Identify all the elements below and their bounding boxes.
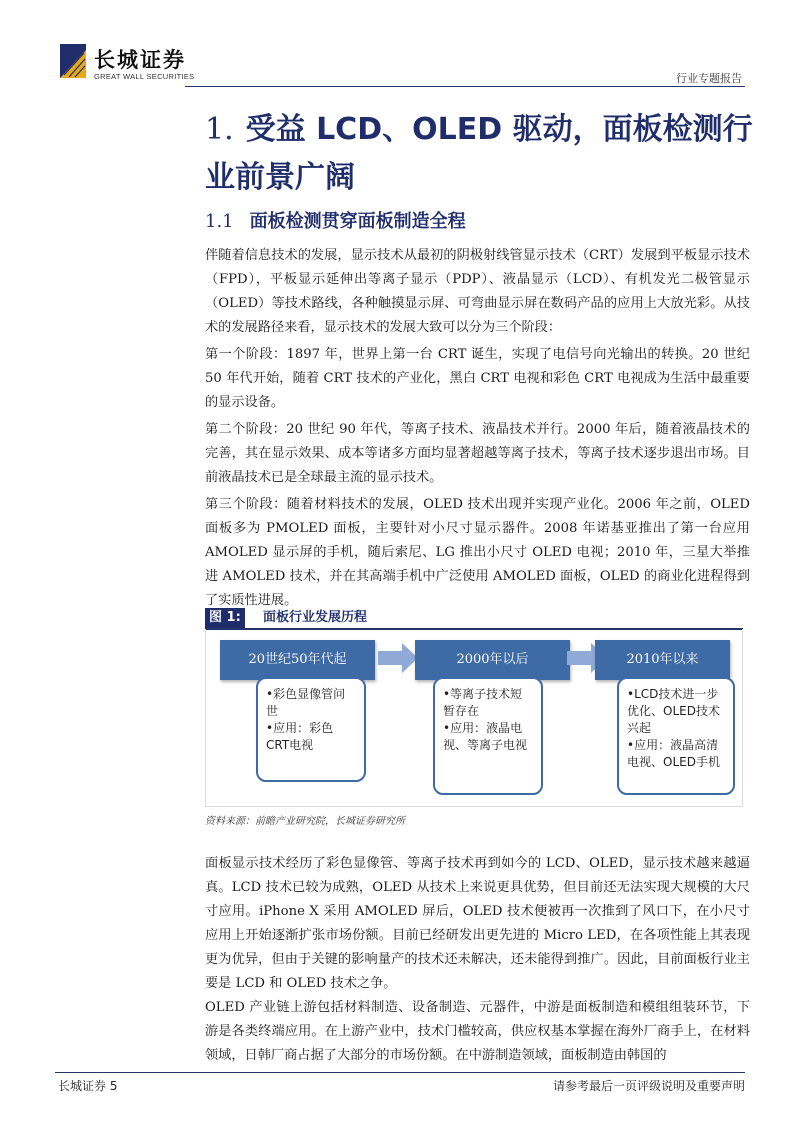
footer-divider (55, 1072, 745, 1073)
stage-1-item-2: •应用：彩色CRT电视 (266, 721, 334, 752)
paragraph-stage-three: 第三个阶段：随着材料技术的发展，OLED 技术出现并实现产业化。2006 年之前，OLED 面板多为 PMOLED 面板，主要针对小尺寸显示器件。2008 年诺基亚推出了第一台应用 AMOLED 显示屏的手机，随后索尼、LG 推出小尺寸 OLED 电视；2010 年，三星大举推进 AMOLED 技术，并在其高端手机中广泛使用 AMOLED 面板，OLED 的商业化进程得到了实质性进展。 (205, 497, 750, 608)
great-wall-logo-icon (58, 42, 88, 80)
section-title: 受益 LCD、OLED 驱动，面板检测行业前景广阔 (205, 112, 753, 195)
paragraph-technology-comparison: 面板显示技术经历了彩色显像管、等离子技术再到如今的 LCD、OLED，显示技术越来越逼真。LCD 技术已较为成熟，OLED 从技术上来说更具优势，但目前还无法实现大规模的大尺寸应用。iPhone X 采用 AMOLED 屏后，OLED 技术便被再一次推到了风口下，在小尺寸应用上开始逐渐扩张市场份额。目前已经研发出更先进的 Micro LED，在各项性能上其表现更为优异，但由于关键的影响量产的技术还未解决，还未能得到推广。因此，目前面板行业主要是 LCD 和 OLED 技术之争。 (205, 856, 750, 991)
paragraph-intro: 伴随着信息技术的发展，显示技术从最初的阴极射线管显示技术（CRT）发展到平板显示技术（FPD），平板显示延伸出等离子显示（PDP）、液晶显示（LCD）、有机发光二极管显示（OLED）等技术路线，各种触摸显示屏、可弯曲显示屏在数码产品的应用上大放光彩。从技术的发展路径来看，显示技术的发展大致可以分为三个阶段： (205, 248, 750, 335)
stage-2-header: 2000年以后 (415, 640, 570, 680)
timeline-arrow-1-icon (378, 642, 418, 674)
report-type-tag: 行业专题报告 (676, 72, 742, 85)
stage-2-details (433, 677, 543, 795)
stage-3-details (617, 677, 735, 795)
subsection-number: 1.1 (205, 211, 234, 232)
stage-1-item-1: •彩色显像管问世 (266, 687, 346, 718)
figure-title-bar (205, 608, 743, 630)
stage-1-header: 20世纪50年代起 (220, 640, 375, 680)
stage-3-item-1: •LCD技术进一步优化、OLED技术兴起 (627, 687, 720, 735)
section-number: 1. (205, 112, 234, 147)
stage-3-header: 2010年以来 (595, 640, 730, 680)
subsection-heading (205, 207, 466, 233)
figure-title: 面板行业发展历程 (263, 610, 368, 625)
paragraph-oled-supply-chain: OLED 产业链上游包括材料制造、设备制造、元器件，中游是面板制造和模组组装环节，下游是各类终端应用。在上游产业中，技术门槛较高，供应权基本掌握在海外厂商手上，在材料领域，日韩厂商占据了大部分的市场份额。在中游制造领域，面板制造由韩国的 (205, 1000, 750, 1063)
subsection-title: 面板检测贯穿面板制造全程 (249, 211, 466, 232)
stage-3-item-2: •应用：液晶高清电视、OLED手机 (627, 738, 720, 769)
footer-disclaimer: 请参考最后一页评级说明及重要声明 (552, 1079, 745, 1093)
logo-english-name: GREAT WALL SECURITIES (94, 72, 195, 81)
stage-2-item-2: •应用：液晶电视、等离子电视 (443, 721, 528, 752)
stage-1-details (256, 677, 366, 782)
paragraph-stage-one: 第一个阶段：1897 年，世界上第一台 CRT 诞生，实现了电信号向光输出的转换。20 世纪 50 年代开始，随着 CRT 技术的产业化，黑白 CRT 电视和彩色 CRT 电视成为生活中最重要的显示设备。 (205, 347, 750, 410)
footer-page-number: 长城证券 5 (58, 1079, 118, 1093)
page-header (0, 0, 800, 100)
stage-2-item-1: •等离子技术短暂存在 (443, 687, 523, 718)
paragraph-stage-two: 第二个阶段：20 世纪 90 年代，等离子技术、液晶技术并行。2000 年后，随着液晶技术的完善，其在显示效果、成本等诸多方面均显著超越等离子技术，等离子技术逐步退出市场。目前液晶技术已是全球最主流的显示技术。 (205, 422, 750, 485)
logo-chinese-name: 长城证券 (94, 48, 186, 72)
figure-source: 资料来源：前瞻产业研究院，长城证券研究所 (205, 816, 405, 827)
section-heading (205, 106, 765, 202)
figure-label: 图 1: (205, 608, 245, 628)
header-divider (185, 86, 745, 87)
